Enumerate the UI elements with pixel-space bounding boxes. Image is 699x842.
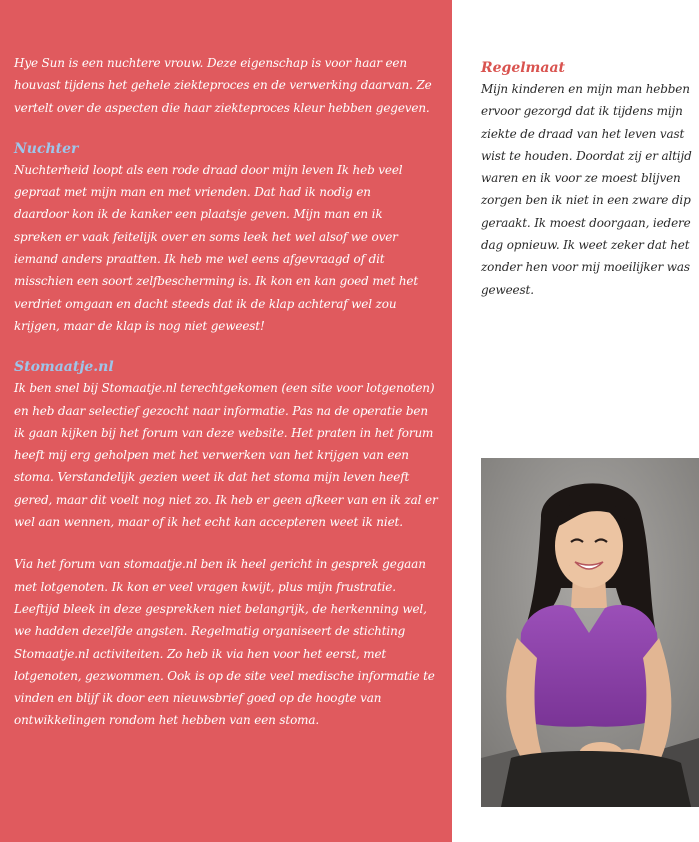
text-line: stoma. Verstandelijk gezien weet ik dat het stoma mijn leven heeft bbox=[14, 470, 410, 485]
text-line: en heb daar selectief gezocht naar informatie. Pas na de operatie ben bbox=[14, 403, 428, 418]
text-line: geweest. bbox=[481, 282, 534, 297]
intro-paragraph bbox=[14, 52, 444, 119]
text-line: heeft mij erg geholpen met het verwerken van het krijgen van een bbox=[14, 448, 409, 463]
text-line: lotgenoten, gezwommen. Ook is op de site veel medische informatie te bbox=[14, 668, 435, 683]
section-paragraph bbox=[14, 159, 444, 337]
text-line: spreken er vaak feitelijk over en soms leek het wel alsof we over bbox=[14, 229, 398, 244]
text-line: ervoor gezorgd dat ik tijdens mijn bbox=[481, 104, 683, 119]
sidebar-heading: Regelmaat bbox=[481, 60, 565, 76]
text-line: wist te houden. Doordat zij er altijd bbox=[481, 148, 692, 163]
text-line: Leeftijd bleek in deze gesprekken niet belangrijk, de herkenning wel, bbox=[14, 601, 427, 616]
text-line: gered, maar dit voelt nog niet zo. Ik heb er geen afkeer van en ik zal er bbox=[14, 492, 438, 507]
text-line: waren en ik voor ze moest blijven bbox=[481, 171, 681, 186]
section-heading-nuchter: Nuchter bbox=[14, 140, 79, 157]
text-line: Ik ben snel bij Stomaatje.nl terechtgekomen (een site voor lotgenoten) bbox=[14, 381, 435, 396]
section-paragraph bbox=[14, 553, 444, 731]
text-line: Via het forum van stomaatje.nl ben ik heel gericht in gesprek gegaan bbox=[14, 557, 426, 572]
text-line: misschien een soort zelfbescherming is. Ik kon en kan goed met het bbox=[14, 274, 419, 289]
portrait-illustration bbox=[481, 458, 699, 807]
sidebar-paragraph bbox=[481, 78, 699, 301]
text-line: Stomaatje.nl activiteiten. Zo heb ik via hen voor het eerst, met bbox=[14, 646, 387, 661]
text-line: Nuchterheid loopt als een rode draad door mijn leven Ik heb veel bbox=[14, 162, 403, 177]
portrait-photo bbox=[481, 458, 699, 807]
text-line: verdriet omgaan en dacht steeds dat ik de klap achteraf wel zou bbox=[14, 296, 397, 311]
text-line: ik gaan kijken bij het forum van deze website. Het praten in het forum bbox=[14, 425, 434, 440]
intro-line: houvast tijdens het gehele ziekteproces en de verwerking daarvan. Ze bbox=[14, 78, 432, 93]
text-line: zorgen ben ik niet in een zware dip bbox=[481, 193, 691, 208]
text-line: zonder hen voor mij moeilijker was bbox=[481, 260, 690, 275]
text-line: met lotgenoten. Ik kon er veel vragen kwijt, plus mijn frustratie. bbox=[14, 579, 396, 594]
text-line: ontwikkelingen rondom het hebben van een stoma. bbox=[14, 713, 320, 728]
text-line: krijgen, maar de klap is nog niet geweest! bbox=[14, 318, 265, 333]
text-line: geraakt. Ik moest doorgaan, iedere bbox=[481, 215, 691, 230]
text-line: vinden en blijf ik door een nieuwsbrief goed op de hoogte van bbox=[14, 691, 382, 706]
text-line: iemand anders praatten. Ik heb me wel eens afgevraagd of dit bbox=[14, 252, 385, 267]
sidebar-column bbox=[481, 58, 699, 301]
section-paragraph bbox=[14, 377, 444, 533]
text-line: gepraat met mijn man en met vrienden. Dat had ik nodig en bbox=[14, 185, 371, 200]
section-heading-stomaatje: Stomaatje.nl bbox=[14, 359, 114, 376]
text-line: Mijn kinderen en mijn man hebben bbox=[481, 82, 690, 96]
text-line: wel aan wennen, maar of ik het echt kan accepteren weet ik niet. bbox=[14, 515, 403, 530]
text-line: dag opnieuw. Ik weet zeker dat het bbox=[481, 238, 690, 253]
article-content bbox=[14, 52, 444, 732]
text-line: ziekte de draad van het leven vast bbox=[481, 126, 685, 141]
intro-line: vertelt over de aspecten die haar ziekteproces kleur hebben gegeven. bbox=[14, 100, 430, 115]
text-line: daardoor kon ik de kanker een plaatsje geven. Mijn man en ik bbox=[14, 207, 383, 222]
text-line: we hadden dezelfde angsten. Regelmatig organiseert de stichting bbox=[14, 624, 406, 639]
intro-line: Hye Sun is een nuchtere vrouw. Deze eigenschap is voor haar een bbox=[14, 56, 407, 70]
